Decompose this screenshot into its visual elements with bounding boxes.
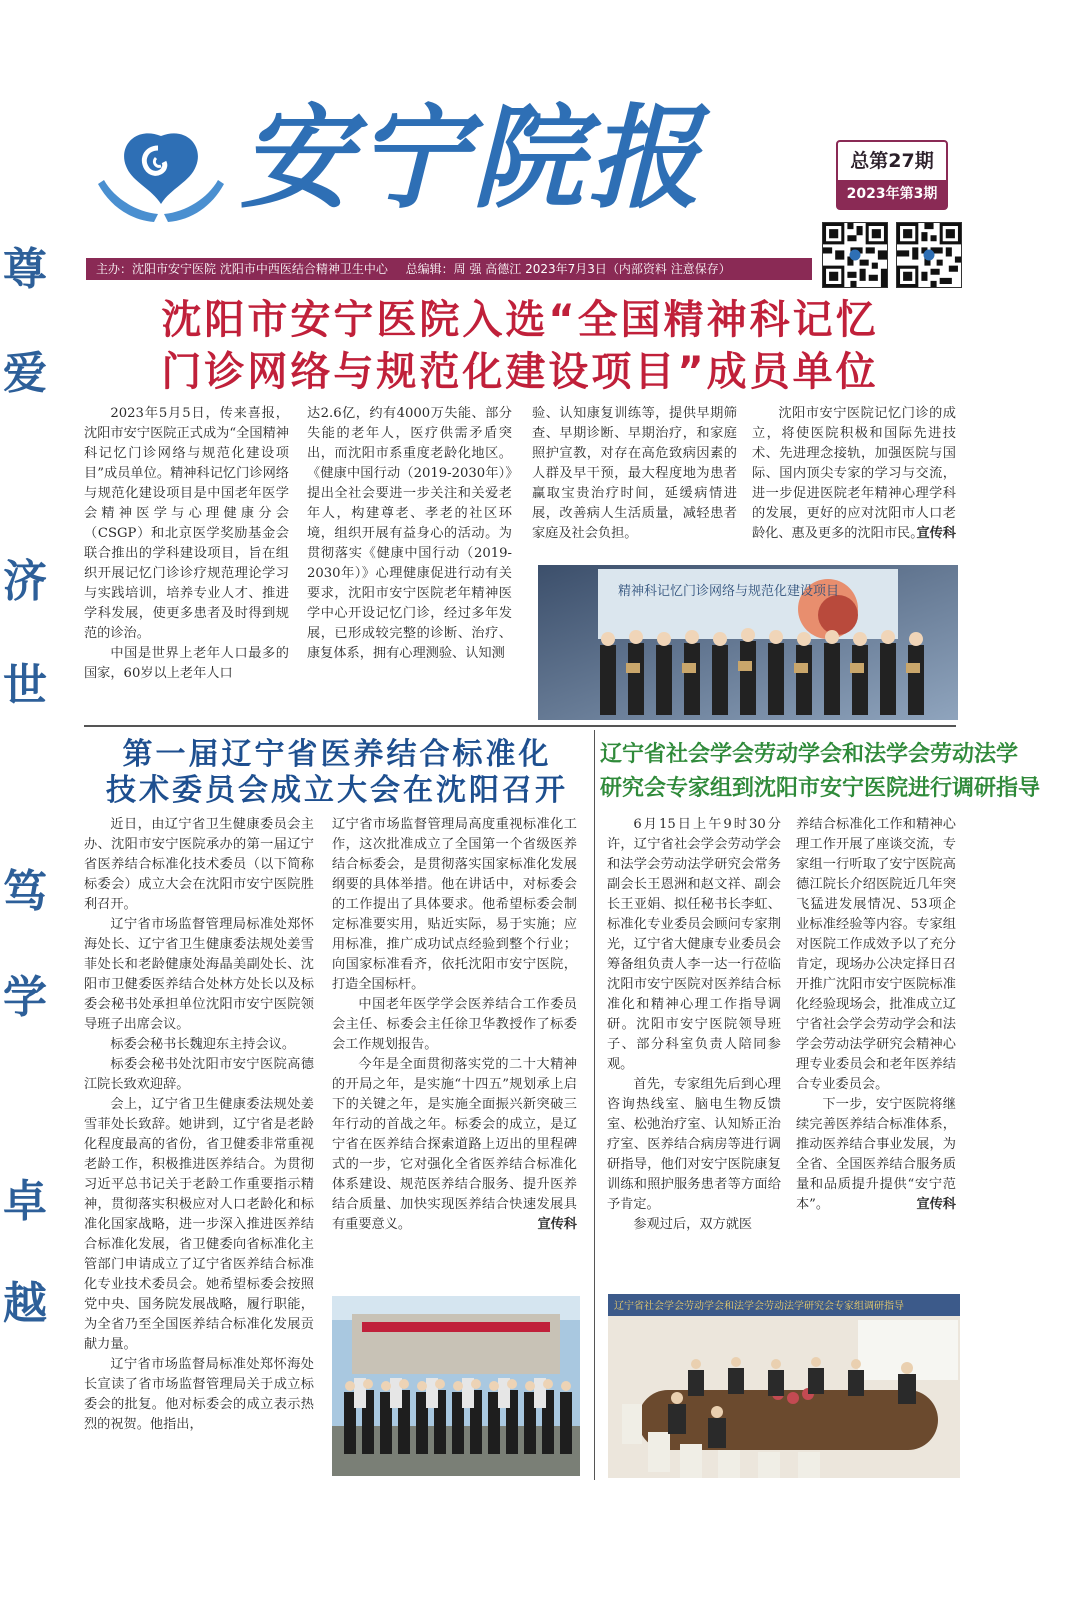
side-char-5: 笃 — [3, 866, 47, 917]
article1-col2 — [307, 404, 512, 704]
paragraph: 今年是全面贯彻落实党的二十大精神的开局之年，是实施“十四五”规划承上启下的关键之年，是实施全面振兴新突破三年行动的首战之年。标委会的成立，是辽宁省在医养结合探索道路上迈出的里程碑式的一步，它对强化全省医养结合标准化体系建设、规范医养结合服务、提升医养结合质量、加快实现医养结合快速发展具有重要意义。 — [332, 1057, 577, 1232]
paragraph: 首先，专家组先后到心理咨询热线室、脑电生物反馈室、松弛治疗室、认知矫正治疗室、医养结合病房等进行调研指导，他们对安宁医院康复训练和照护服务患者等方面给予肯定。 — [607, 1077, 781, 1212]
article3-headline-line2: 研究会专家组到沈阳市安宁医院进行调研指导 — [600, 776, 1041, 801]
article3-col2 — [796, 815, 956, 1293]
qr-code-icon — [896, 222, 962, 288]
article1-signature: 宣传科 — [916, 526, 956, 541]
article1-headline-line1: 沈阳市安宁医院入选“全国精神科记忆 — [161, 297, 879, 343]
issue-year: 2023年第3期 — [838, 180, 946, 208]
paragraph: 中国老年医学学会医养结合工作委员会主任、标委会主任徐卫华教授作了标委会工作规划报告。 — [332, 997, 577, 1052]
article2-headline-line1: 第一届辽宁省医养结合标准化 — [122, 737, 552, 772]
article3-headline-line1: 辽宁省社会学会劳动学会和法学会劳动法学 — [600, 742, 1019, 767]
paragraph: 辽宁省市场监督管理局标准处郑怀海处长、辽宁省卫生健康委法规处姜雪菲处长和老龄健康处海晶美副处长、沈阳市卫健委医养结合处林方处长以及标委会秘书处承担单位沈阳市安宁医院领导班子出席会议。 — [84, 917, 314, 1032]
side-char-7: 卓 — [3, 1176, 47, 1227]
article2-signature: 宣传科 — [537, 1217, 577, 1232]
side-char-4: 世 — [3, 660, 47, 711]
article2-col2 — [332, 815, 577, 1285]
article1-headline-line2: 门诊网络与规范化建设项目”成员单位 — [161, 349, 879, 395]
paragraph: 辽宁省市场监督管理局高度重视标准化工作，这次批准成立了全国第一个省级医养结合标委会，是贯彻落实国家标准化发展纲要的具体举措。他在讲话中，对标委会的工作提出了具体要求。他希望标委会制定标准要实用，贴近实际，易于实施；应用标准，推广成功试点经验到整个行业；向国家标准看齐，依托沈阳市安宁医院，打造全国标杆。 — [332, 817, 577, 992]
paragraph: 达2.6亿，约有4000万失能、部分失能的老年人，医疗供需矛盾突出，而沈阳市系重度老龄化地区。《健康中国行动（2019-2030年）》提出全社会要进一步关注和关爱老年人，构建尊老、孝老的社区环境，组织开展有益身心的活动。为贯彻落实《健康中国行动（2019-2030年）》心理健康促进行动有关要求，沈阳市安宁医院老年精神医学中心开设记忆门诊，经过多年发展，已形成较完整的诊断、治疗、康复体系，拥有心理测验、认知测 — [307, 406, 512, 661]
issue-total: 总第27期 — [850, 150, 934, 172]
article2-col1 — [84, 815, 314, 1475]
side-char-2: 爱 — [3, 348, 47, 399]
photo-committee-group — [332, 1296, 580, 1476]
paragraph: 中国是世界上老年人口最多的国家，60岁以上老年人口 — [84, 646, 289, 681]
paragraph: 近日，由辽宁省卫生健康委员会主办、沈阳市安宁医院承办的第一届辽宁省医养结合标准化技术委员（以下简称标委会）成立大会在沈阳市安宁医院胜利召开。 — [84, 817, 314, 912]
article1-col1 — [84, 404, 289, 704]
issue-box — [836, 140, 948, 210]
masthead-title: 安宁院报 — [240, 94, 704, 224]
paragraph: 6月15日上午9时30分许，辽宁省社会学会劳动学会和法学会劳动法学研究会常务副会长王恩洲和赵文祥、副会长王亚娟、拟任秘书长李虹、标准化专业委员会顾问专家荆光，辽宁省大健康专业委员会筹备组负责人李一达一行莅临沈阳市安宁医院对医养结合标准化和精神心理工作指导调研。沈阳市安宁医院领导班子、部分科室负责人陪同参观。 — [607, 817, 781, 1072]
paragraph: 验、认知康复训练等，提供早期筛查、早期诊断、早期治疗，和家庭照护宣教，对存在高危致病因素的人群及早干预，最大程度地为患者赢取宝贵治疗时间，延缓病情进展，改善病人生活质量，减轻患者家庭及社会负担。 — [532, 406, 737, 541]
paragraph: 标委会秘书处沈阳市安宁医院高德江院长致欢迎辞。 — [84, 1057, 314, 1092]
paragraph: 下一步，安宁医院将继续完善医养结合标准体系，推动医养结合事业发展，为全省、全国医养结合服务质量和品质提升提供“安宁范本”。 — [796, 1097, 956, 1212]
paragraph: 标委会秘书长魏迎东主持会议。 — [110, 1037, 296, 1052]
photo-expert-meeting — [608, 1294, 960, 1478]
hospital-logo — [96, 118, 226, 228]
paragraph: 沈阳市安宁医院记忆门诊的成立，将使医院积极和国际先进技术、先进理念接轨，加强医院与国际、国内顶尖专家的学习与交流，进一步促进医院老年精神心理学科的发展，更好的应对沈阳市人口老龄化、惠及更多的沈阳市民。 — [752, 406, 956, 541]
side-char-8: 越 — [3, 1278, 47, 1329]
photo-memory-clinic-ceremony — [538, 565, 958, 720]
article3-signature: 宣传科 — [916, 1197, 956, 1212]
masthead-info-bar — [86, 258, 812, 280]
paragraph: 2023年5月5日，传来喜报，沈阳市安宁医院正式成为“全国精神科记忆门诊网络与规范化建设项目”成员单位。精神科记忆门诊网络与规范化建设项目是中国老年医学会精神医学与心理健康分会（CSGP）和北京医学奖励基金会联合推出的学科建设项目，旨在组织开展记忆门诊诊疗规范理论学习与实践培训，培养专业人才、推进学科发展，使更多患者及时得到规范的诊治。 — [84, 406, 289, 641]
article3-col1 — [607, 815, 781, 1285]
horizontal-divider — [84, 725, 956, 727]
qr-code-icon — [822, 222, 888, 288]
article1-col4 — [752, 404, 956, 564]
editor-info: 总编辑：周 强 高德江 2023年7月3日（内部资料 注意保存） — [405, 262, 731, 276]
paragraph: 辽宁省市场监督局标准处郑怀海处长宣读了省市场监督管理局关于成立标委会的批复。他对标委会的成立表示热烈的祝贺。他指出， — [84, 1357, 314, 1432]
paragraph: 会上，辽宁省卫生健康委法规处姜雪菲处长致辞。她讲到，辽宁省是老龄化程度最高的省份，省卫健委非常重视老龄工作，积极推进医养结合。为贯彻习近平总书记关于老龄工作重要指示精神，贯彻落实积极应对人口老龄化和标准化国家战略，进一步深入推进医养结合标准化发展，省卫健委向省标准化主管部门申请成立了辽宁省医养结合标准化专业技术委员会。她希望标委会按照党中央、国务院发展战略，履行职能，为全省乃至全国医养结合标准化发展贡献力量。 — [84, 1097, 314, 1352]
paragraph: 养结合标准化工作和精神心理工作开展了座谈交流，专家组一行听取了安宁医院高德江院长介绍医院近几年突飞猛进发展情况、53项企业标准经验等内容。专家组对医院工作成效予以了充分肯定，现场办公决定择日召开推广沈阳市安宁医院标准化经验现场会，批准成立辽宁省社会学会劳动学会和法学会劳动法学研究会精神心理专业委员会和老年医养结合专业委员会。 — [796, 817, 956, 1092]
article1-col3 — [532, 404, 737, 564]
article2-headline-line2: 技术委员会成立大会在沈阳召开 — [106, 773, 568, 808]
sponsor-info: 主办：沈阳市安宁医院 沈阳市中西医结合精神卫生中心 — [96, 262, 388, 276]
photo3-banner: 辽宁省社会学会劳动学会和法学会劳动法学研究会专家组调研指导 — [614, 1301, 904, 1312]
paragraph: 参观过后，双方就医 — [633, 1217, 753, 1232]
side-char-1: 尊 — [3, 244, 47, 295]
side-char-3: 济 — [3, 556, 47, 607]
side-char-6: 学 — [3, 972, 47, 1023]
vertical-divider — [594, 730, 595, 1480]
photo1-banner: 精神科记忆门诊网络与规范化建设项目 — [618, 584, 840, 599]
